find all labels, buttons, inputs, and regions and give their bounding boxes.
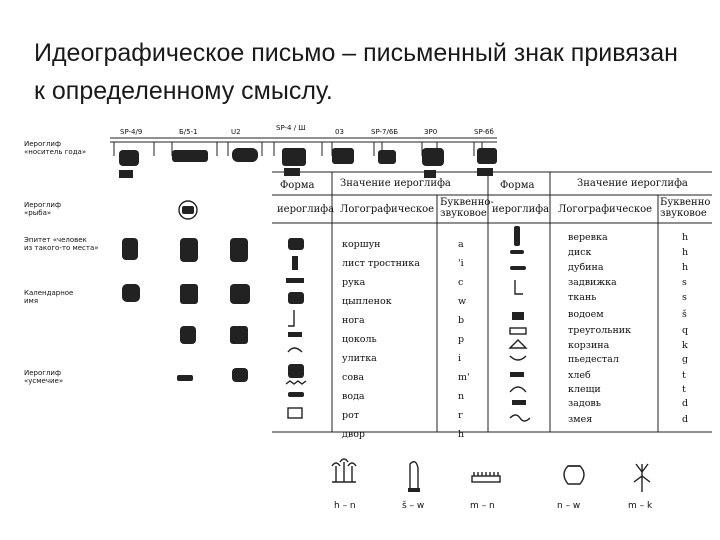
word-right: змея [568, 414, 593, 425]
sound-right: k [682, 340, 688, 351]
row-label: Иероглиф «усмечие» [24, 369, 64, 385]
word-left: рот [342, 410, 360, 421]
sound-right: h [682, 262, 689, 273]
glyph-row-epithet [122, 238, 248, 262]
word-right: хлеб [568, 370, 591, 381]
sound-left: r [458, 410, 463, 421]
sound-right: g [682, 354, 689, 365]
right-sound-list [682, 232, 688, 425]
bottom-label: h – n [334, 501, 356, 511]
word-left: лист тростника [342, 258, 420, 269]
header-form: Форма [280, 180, 315, 191]
sound-left: m' [458, 372, 470, 383]
word-right: задвижка [568, 277, 617, 288]
sound-left: a [458, 239, 464, 250]
sound-left: n [458, 391, 465, 402]
header-meaning: Значение иероглифа [340, 178, 451, 189]
sound-left: 'i [458, 258, 464, 269]
header-meaning: Значение иероглифа [577, 178, 688, 189]
left-glyph-column [286, 238, 306, 418]
word-right: диск [568, 247, 592, 258]
biliteral-sign-row [332, 459, 653, 511]
word-left: цоколь [342, 334, 377, 345]
left-sound-list [458, 239, 470, 440]
header-form: иероглифа [492, 204, 550, 215]
sound-left: w [458, 296, 467, 307]
col-header: Б/5-1 [179, 128, 198, 136]
right-word-list [568, 232, 631, 425]
header-logographic: Логографическое [558, 204, 653, 215]
word-right: веревка [568, 232, 608, 243]
col-header: SP-7/6Б [371, 128, 399, 136]
word-right: водоем [568, 309, 604, 320]
left-word-list [342, 239, 420, 440]
header-alphabetic: звуковое [440, 208, 487, 219]
bottom-label: m – k [628, 501, 653, 511]
col-header: SP-4/9 [120, 128, 143, 136]
col-header: ЗР0 [424, 128, 438, 136]
col-header: SP-4 / Ш [276, 124, 306, 132]
word-left: коршун [342, 239, 381, 250]
bottom-label: m – n [470, 501, 495, 511]
sound-right: h [682, 247, 689, 258]
word-right: дубина [568, 262, 604, 273]
word-right: клещи [568, 384, 601, 395]
sound-right: t [682, 384, 686, 395]
word-left: вода [342, 391, 365, 402]
row-label: Иероглиф «рыба» [24, 201, 61, 217]
sound-right: s [682, 277, 687, 288]
word-right: ткань [568, 292, 597, 303]
word-right: задовь [568, 398, 601, 409]
hieroglyph-scan-figure [22, 120, 712, 540]
word-left: цыпленок [342, 296, 392, 307]
col-header: U2 [231, 128, 241, 136]
sound-right: h [682, 232, 689, 243]
sound-right: q [682, 325, 689, 336]
row-label: Эпитет «человек из такого-то места» [24, 236, 99, 252]
word-right: пьедестал [568, 354, 619, 365]
sound-left: h [458, 429, 465, 440]
word-left: рука [342, 277, 366, 288]
sound-left: p [458, 334, 465, 345]
sound-right: d [682, 398, 689, 409]
sound-right: d [682, 414, 689, 425]
bottom-label: n – w [557, 501, 581, 511]
egyptian-glyph-table [272, 172, 712, 440]
sound-left: b [458, 315, 465, 326]
sound-right: t [682, 370, 686, 381]
header-alphabetic: Буквенно- [440, 197, 494, 208]
sound-left: i [458, 353, 462, 364]
col-header: SP-6б [474, 128, 494, 136]
header-form: Форма [500, 180, 535, 191]
header-alphabetic: звуковое [660, 208, 707, 219]
left-glyph-table [24, 124, 497, 385]
right-glyph-column [510, 226, 530, 421]
slide-title: Идеографическое письмо – письменный знак привязан к определенному смыслу. [34, 39, 678, 105]
word-left: двор [342, 429, 365, 440]
word-left: улитка [342, 353, 377, 364]
header-form: иероглифа [277, 204, 335, 215]
word-left: нога [342, 315, 365, 326]
header-logographic: Логографическое [340, 204, 435, 215]
row-label: Календарное имя [24, 289, 74, 305]
word-right: треугольник [568, 325, 632, 336]
glyph-row-calendar [122, 284, 250, 344]
word-right: корзина [568, 340, 610, 351]
header-alphabetic: Буквенно [660, 197, 711, 208]
sound-right: s [682, 292, 687, 303]
sound-right: š [682, 309, 687, 320]
bottom-label: š – w [402, 501, 425, 511]
glyph-row-smile [177, 368, 248, 382]
word-left: сова [342, 372, 365, 383]
row-label: Иероглиф «носитель года» [24, 140, 87, 156]
sound-left: c [458, 277, 464, 288]
glyph-row-year-bearer [119, 148, 497, 178]
col-header: 03 [335, 128, 344, 136]
